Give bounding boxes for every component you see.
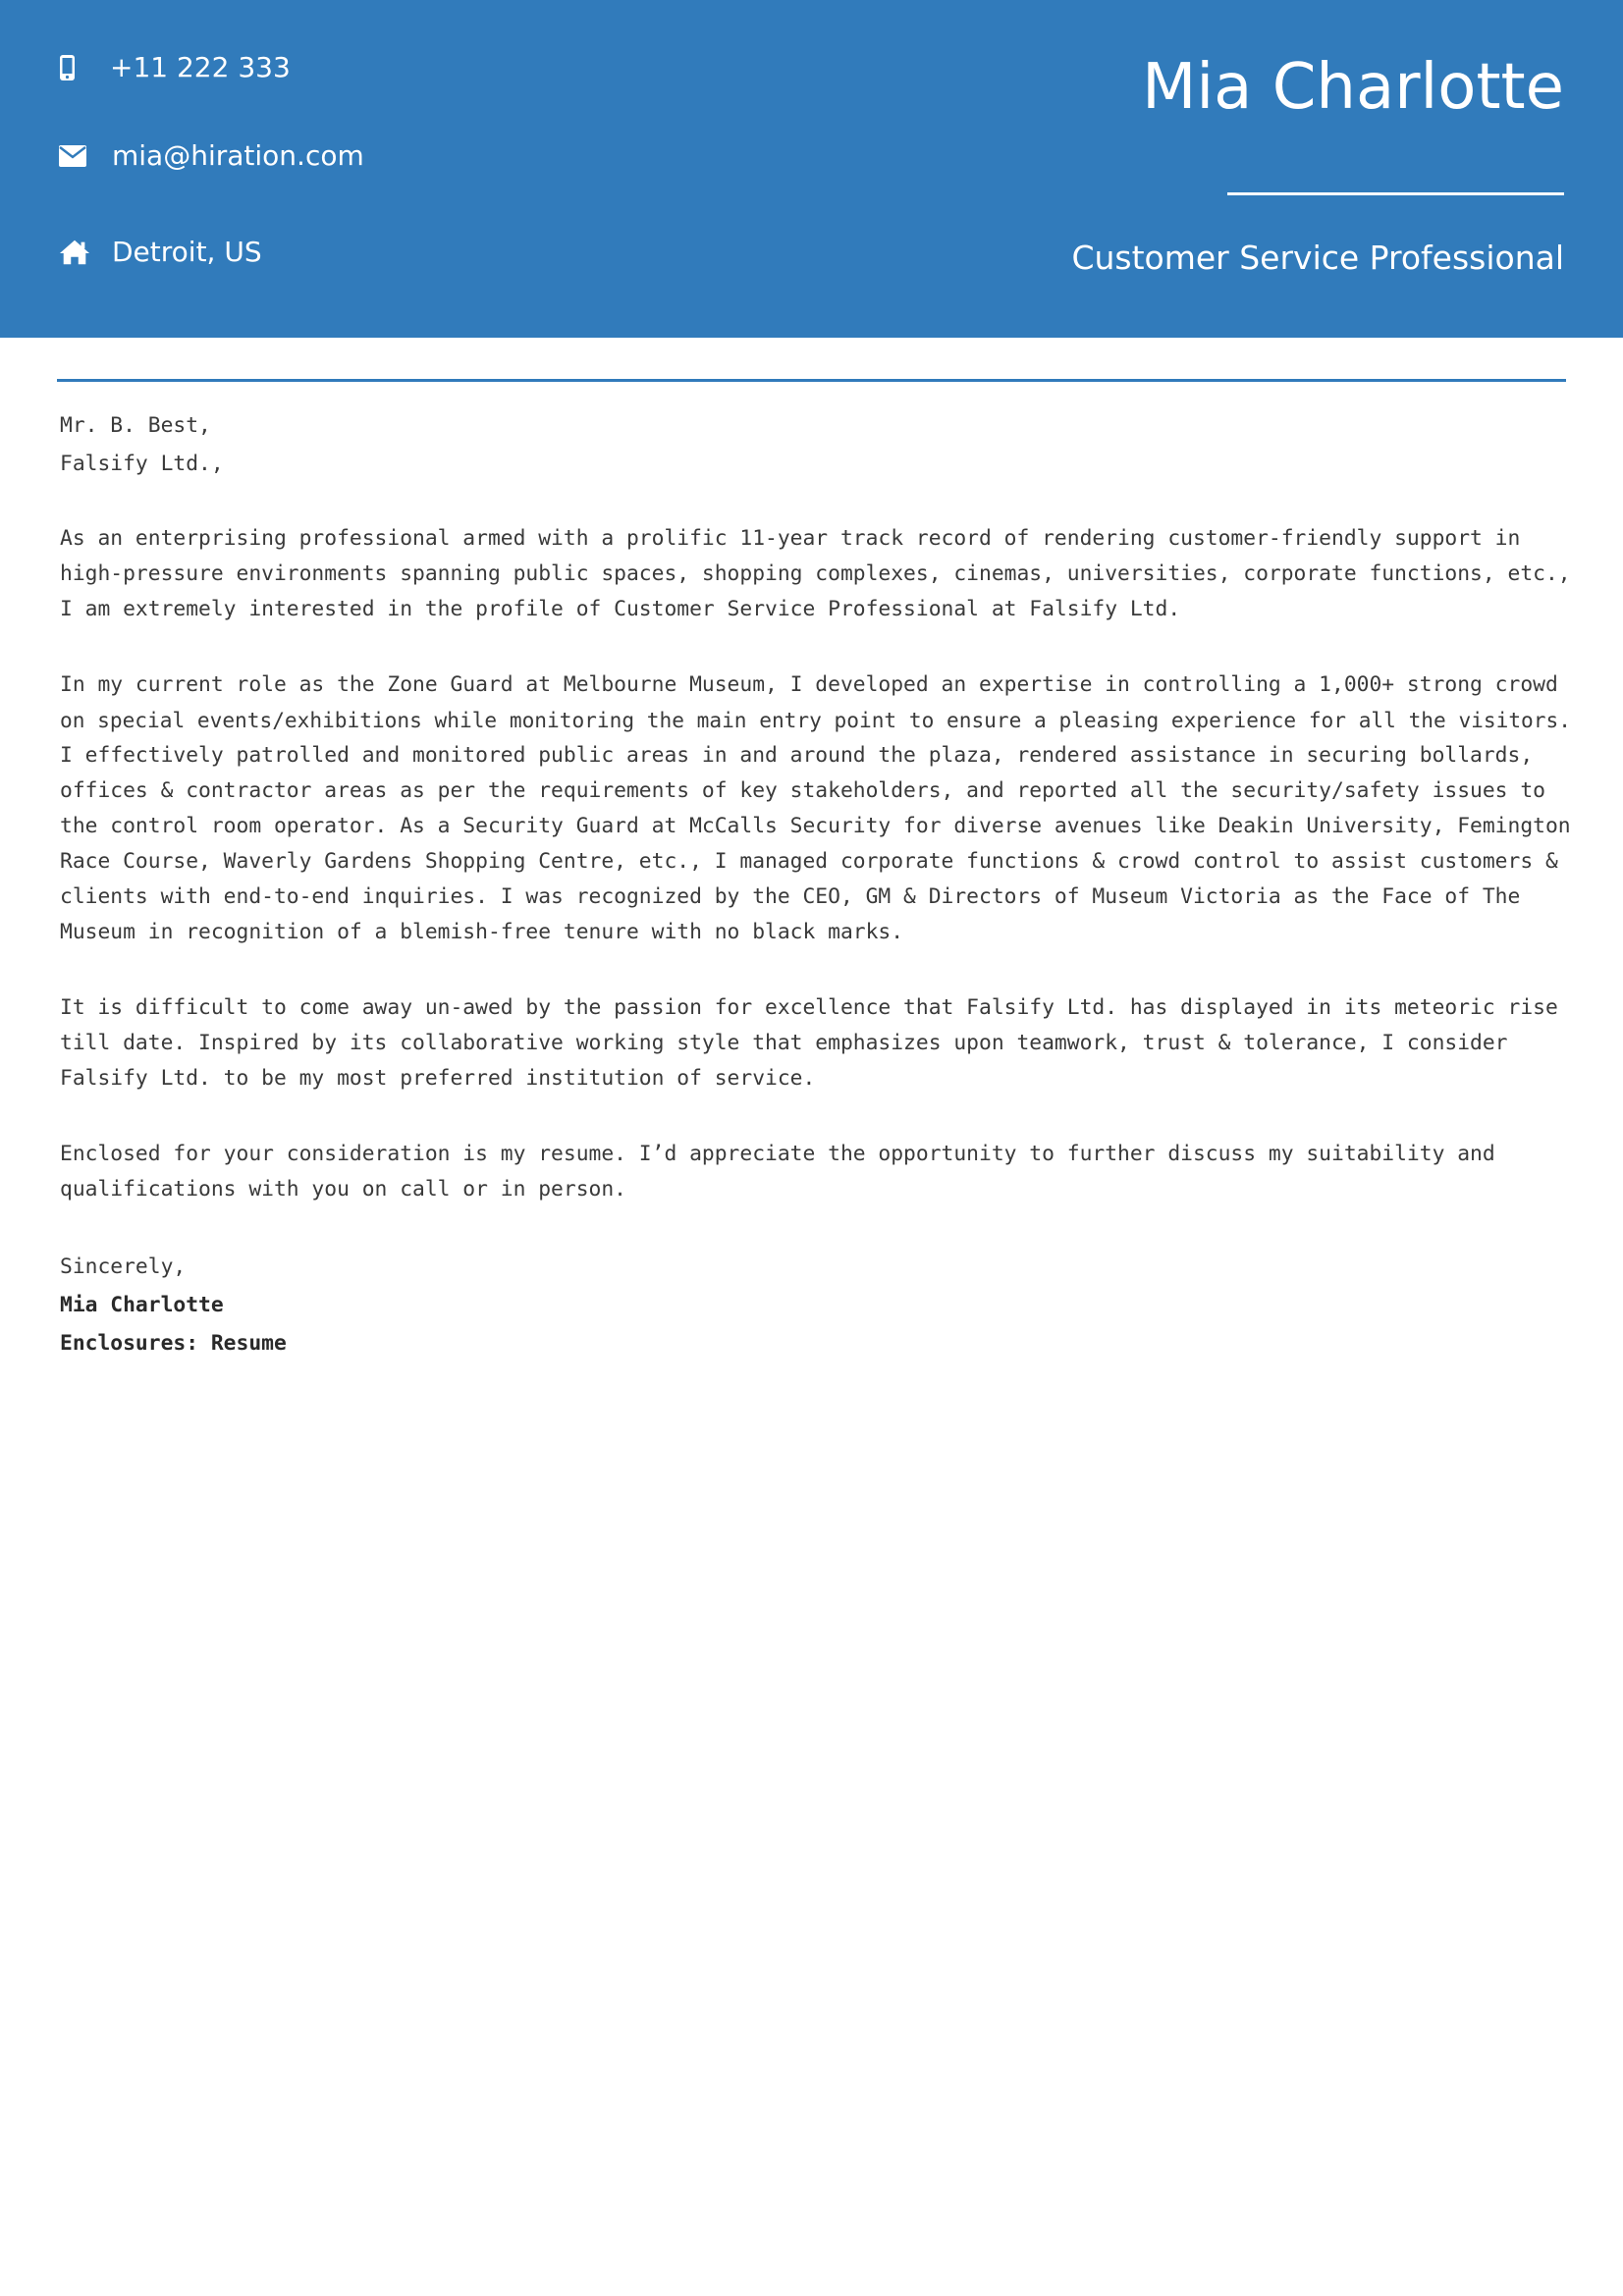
paragraph-line: Museum in recognition of a blemish-free tenure with no black marks. [60, 920, 904, 944]
enclosures: Enclosures: Resume [60, 1331, 287, 1356]
paragraph-line: It is difficult to come away un-awed by the passion for excellence that Falsify Ltd. has displayed in its meteoric rise [60, 995, 1558, 1020]
paragraph-line: till date. Inspired by its collaborative working style that emphasizes upon teamwork, trust & tolerance, I consider [60, 1031, 1508, 1055]
paragraph-intro [60, 521, 1572, 627]
contact-address [59, 236, 262, 268]
contact-phone [59, 51, 291, 83]
paragraph-line: offices & contractor areas as per the requirements of key stakeholders, and reported all the security/safety issues to [60, 778, 1545, 803]
paragraph-line: I am extremely interested in the profile of Customer Service Professional at Falsify Ltd. [60, 597, 1181, 621]
paragraph-line: Falsify Ltd. to be my most preferred institution of service. [60, 1066, 816, 1091]
contact-email [59, 139, 364, 172]
paragraph-experience [60, 667, 1572, 950]
envelope-icon [59, 140, 90, 172]
signature-block [60, 1248, 1572, 1362]
recipient-company: Falsify Ltd., [60, 452, 224, 476]
paragraph-company [60, 990, 1572, 1096]
paragraph-line: As an enterprising professional armed with a prolific 11-year track record of rendering customer-friendly support in [60, 526, 1521, 551]
phone-number: +11 222 333 [110, 51, 291, 83]
sign-off: Sincerely, [60, 1255, 187, 1279]
name-divider [1227, 192, 1564, 195]
body-divider [57, 379, 1566, 382]
paragraph-line: In my current role as the Zone Guard at Melbourne Museum, I developed an expertise in controlling a 1,000+ strong crowd [60, 672, 1558, 697]
address-text: Detroit, US [112, 236, 262, 268]
recipient-block [60, 406, 1572, 483]
paragraph-line: I effectively patrolled and monitored public areas in and around the plaza, rendered assistance in securing bollards, [60, 743, 1534, 768]
home-icon [59, 237, 90, 268]
header-banner [0, 0, 1623, 338]
paragraph-line: clients with end-to-end inquiries. I was recognized by the CEO, GM & Directors of Museum Victoria as the Face of The [60, 884, 1521, 909]
paragraph-line: high-pressure environments spanning public spaces, shopping complexes, cinemas, universities, corporate functions, etc., [60, 561, 1571, 586]
signature-name: Mia Charlotte [60, 1293, 224, 1317]
paragraph-closing [60, 1137, 1572, 1207]
paragraph-line: Enclosed for your consideration is my resume. I’d appreciate the opportunity to further discuss my suitability and [60, 1142, 1495, 1166]
email-address: mia@hiration.com [112, 139, 364, 172]
paragraph-line: on special events/exhibitions while monitoring the main entry point to ensure a pleasing experience for all the visitors. [60, 708, 1571, 732]
paragraph-line: Race Course, Waverly Gardens Shopping Centre, etc., I managed corporate functions & crowd control to assist customers & [60, 849, 1558, 874]
paragraph-line: the control room operator. As a Security Guard at McCalls Security for diverse avenues like Deakin University, Femington [60, 814, 1571, 838]
applicant-name: Mia Charlotte [1142, 51, 1564, 124]
mobile-phone-icon [59, 52, 84, 83]
letter-body [60, 406, 1572, 1362]
recipient-name: Mr. B. Best, [60, 413, 211, 438]
paragraph-line: qualifications with you on call or in person. [60, 1177, 626, 1201]
job-title: Customer Service Professional [1071, 239, 1564, 277]
